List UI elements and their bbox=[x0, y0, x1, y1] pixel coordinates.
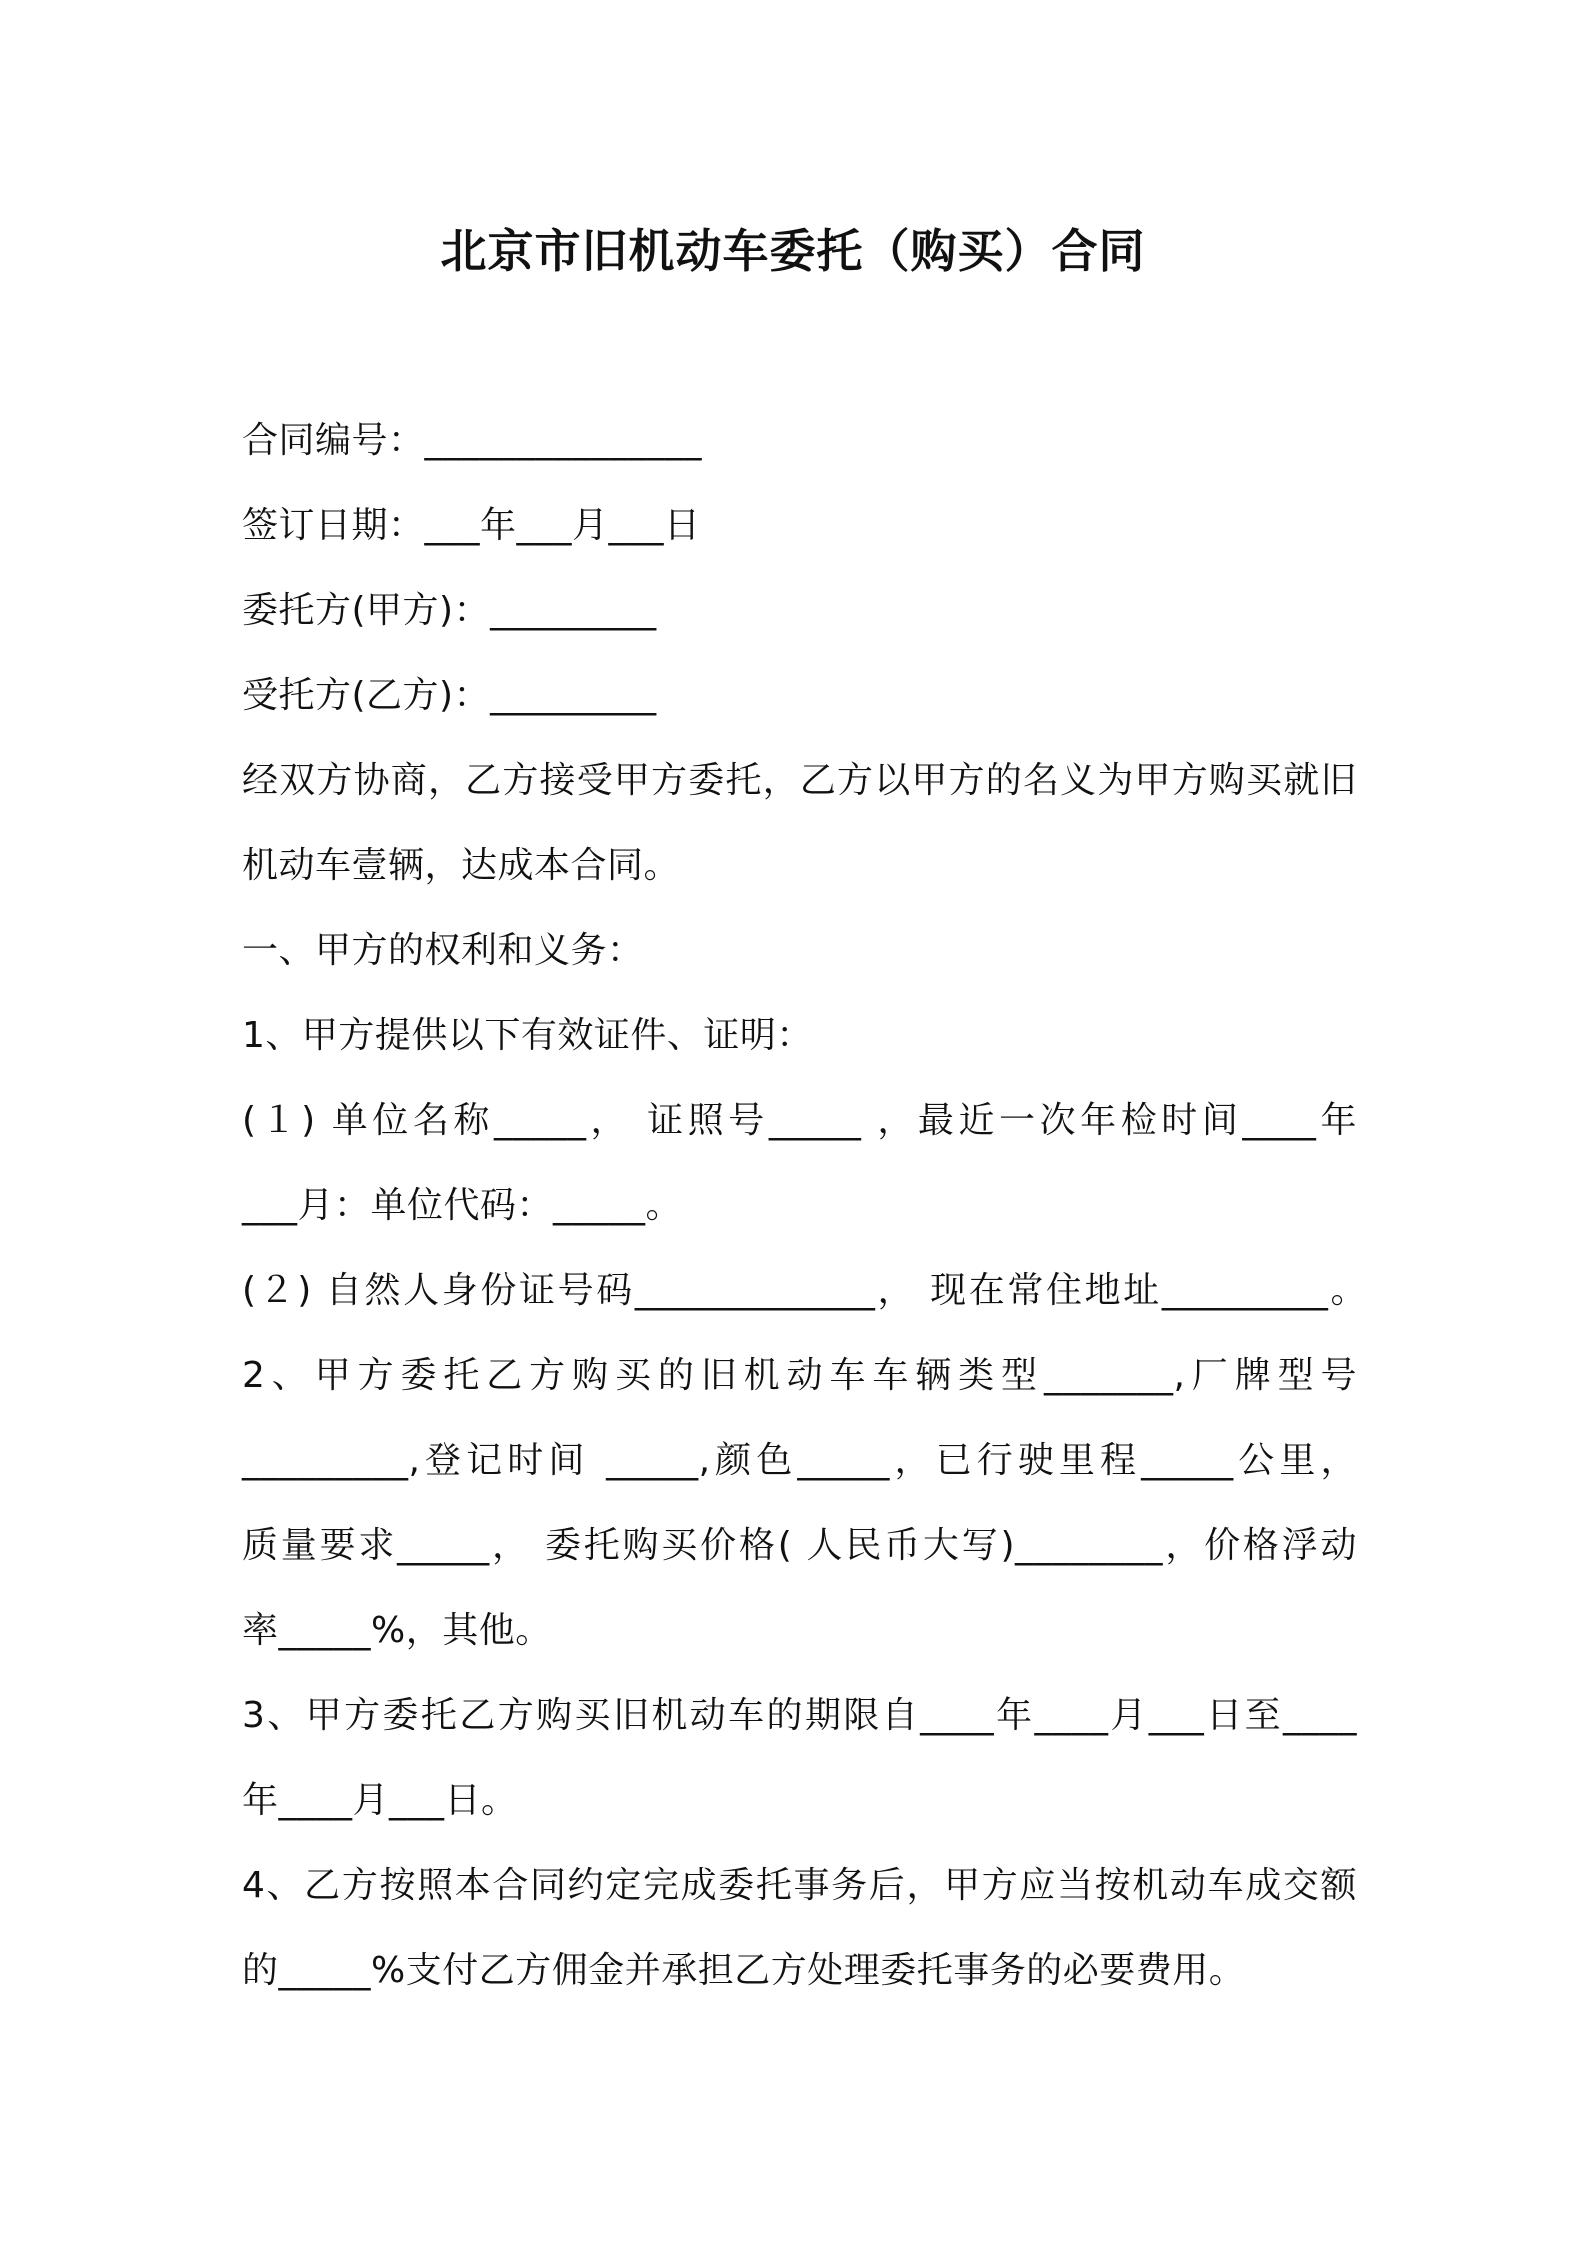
clause-4-line-1: 4、乙方按照本合同约定完成委托事务后，甲方应当按机动车成交额 bbox=[242, 1865, 1357, 1906]
agent-party-field: 受托方(乙方)：_________ bbox=[242, 675, 657, 716]
clause-2-line-4: 率_____%，其他。 bbox=[242, 1610, 552, 1651]
clause-2-line-2: _________,登记时间 _____,颜色_____，已行驶里程_____公里， bbox=[242, 1440, 1357, 1481]
clause-4-line-2: 的_____%支付乙方佣金并承担乙方处理委托事务的必要费用。 bbox=[242, 1950, 1246, 1991]
clause-1-item-2: (２) 自然人身份证号码_____________， 现在常住地址_________。 bbox=[242, 1270, 1367, 1311]
section-heading-1: 一、甲方的权利和义务： bbox=[242, 930, 644, 971]
preamble-line-1: 经双方协商，乙方接受甲方委托，乙方以甲方的名义为甲方购买就旧 bbox=[242, 760, 1357, 801]
clause-1-item-1-line-1: (１) 单位名称_____， 证照号_____ ，最近一次年检时间____年 bbox=[242, 1100, 1357, 1141]
signing-date-field: 签订日期：___年___月___日 bbox=[242, 505, 701, 546]
clause-2-line-1: 2、甲方委托乙方购买的旧机动车车辆类型_______,厂牌型号 bbox=[242, 1355, 1357, 1396]
clause-3-line-1: 3、甲方委托乙方购买旧机动车的期限自____年____月___日至____ bbox=[242, 1695, 1357, 1736]
clause-1-item-1-line-2: ___月：单位代码：_____。 bbox=[242, 1185, 683, 1226]
document-title: 北京市旧机动车委托（购买）合同 bbox=[440, 224, 1146, 278]
clause-1-heading: 1、甲方提供以下有效证件、证明： bbox=[242, 1015, 813, 1056]
clause-2-line-3: 质量要求_____， 委托购买价格( 人民币大写)________，价格浮动 bbox=[242, 1525, 1357, 1566]
contract-number-field: 合同编号：_______________ bbox=[242, 420, 703, 461]
clause-3-line-2: 年____月___日。 bbox=[242, 1780, 518, 1821]
preamble-line-2: 机动车壹辆，达成本合同。 bbox=[242, 845, 681, 886]
principal-party-field: 委托方(甲方)：_________ bbox=[242, 590, 657, 631]
